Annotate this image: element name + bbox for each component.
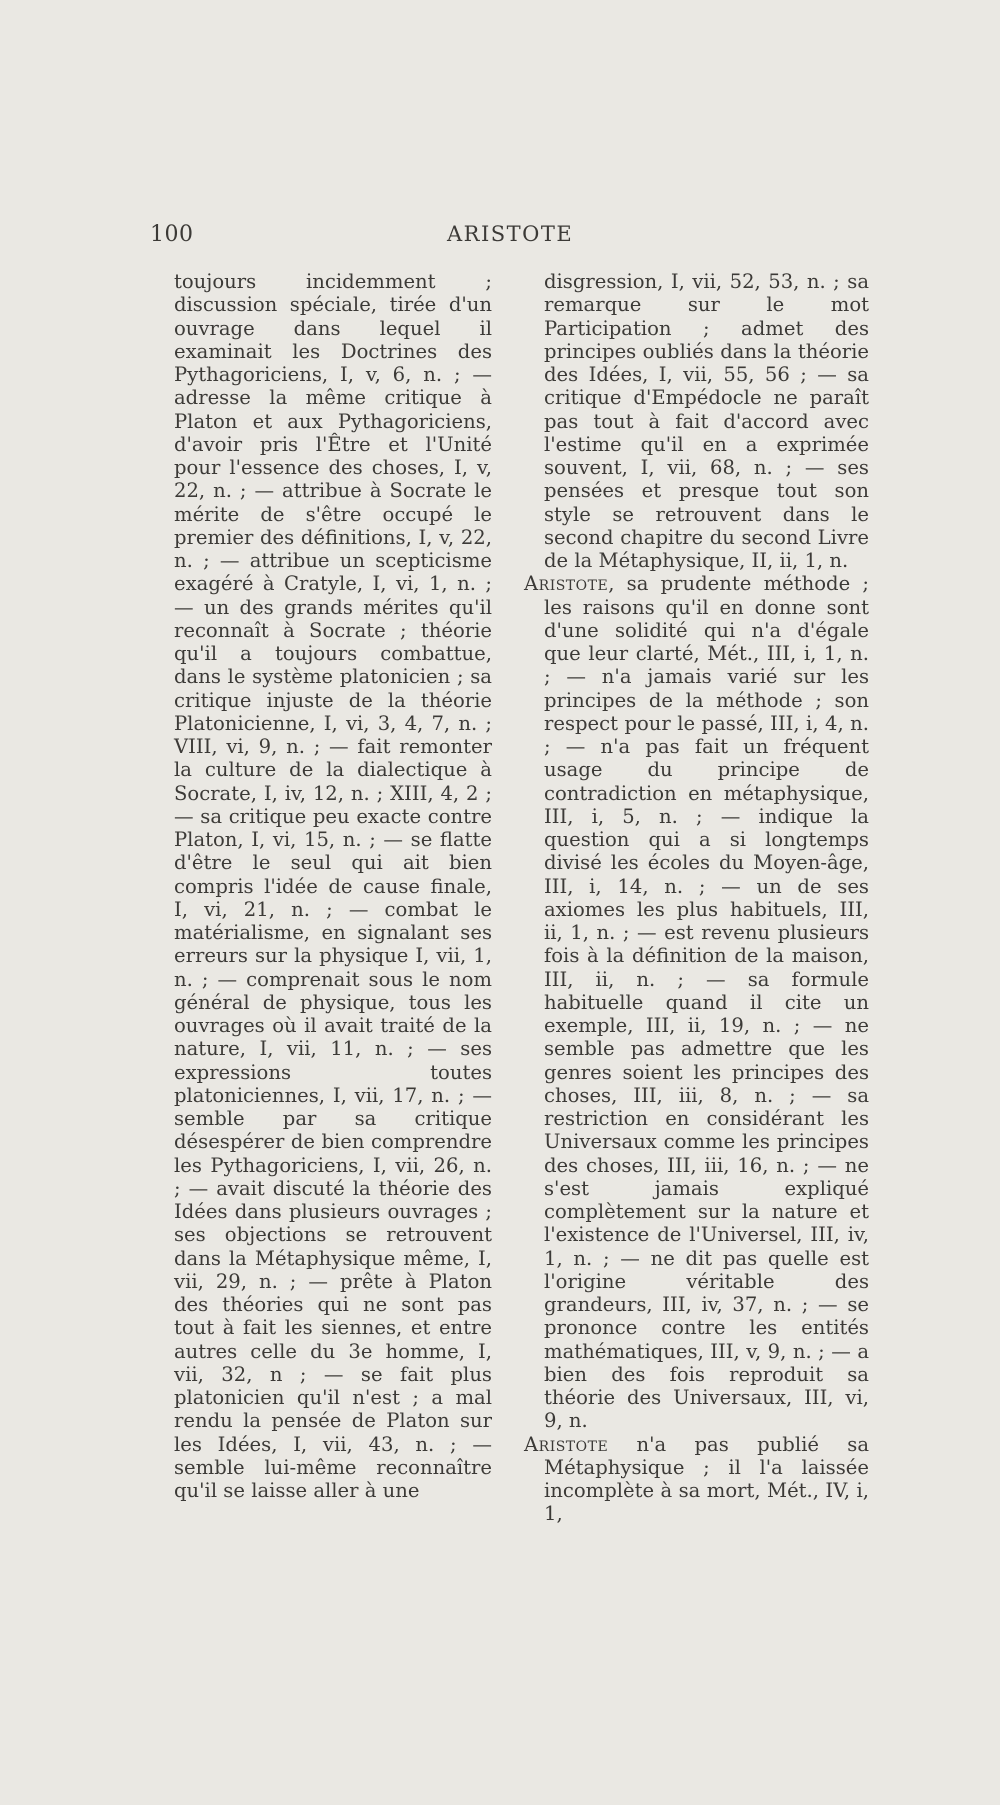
- page-number: 100: [150, 222, 194, 247]
- index-entry: [524, 572, 869, 1432]
- right-column: [524, 270, 869, 1526]
- page-header: [0, 222, 1000, 256]
- left-column: [174, 270, 492, 1502]
- index-entry-continuation: disgression, I, vii, 52, 53, n. ; sa remarque sur le mot Participation ; admet des principes oubliés dans la théorie des Idées, I, vii, 55, 56 ; — sa critique d'Empédocle ne paraît pas tout à fait d'accord avec l'estime qu'il en a exprimée souvent, I, vii, 68, n. ; — ses pensées et presque tout son style se retrouvent dans le second chapitre du second Livre de la Métaphysique, II, ii, 1, n.: [544, 270, 869, 572]
- entry-headword: Aristote: [524, 1432, 609, 1456]
- running-title: ARISTOTE: [447, 222, 574, 246]
- index-entry-continuation: toujours incidemment ; discussion spéciale, tirée d'un ouvrage dans lequel il examinait les Doctrines des Pythagoriciens, I, v, 6, n. ; — adresse la même critique à Platon et aux Pythagoriciens, d'avoir pris l'Être et l'Unité pour l'essence des choses, I, v, 22, n. ; — attribue à Socrate le mérite de s'être occupé le premier des définitions, I, v, 22, n. ; — attribue un scepticisme exagéré à Cratyle, I, vi, 1, n. ; — un des grands mérites qu'il reconnaît à Socrate ; théorie qu'il a toujours combattue, dans le système platonicien ; sa critique injuste de la théorie Platonicienne, I, vi, 3, 4, 7, n. ; VIII, vi, 9, n. ; — fait remonter la culture de la dialectique à Socrate, I, iv, 12, n. ; XIII, 4, 2 ; — sa critique peu exacte contre Platon, I, vi, 15, n. ; — se flatte d'être le seul qui ait bien compris l'idée de cause finale, I, vi, 21, n. ; — combat le matérialisme, en signalant ses erreurs sur la physique I, vii, 1, n. ; — comprenait sous le nom général de physique, tous les ouvrages où il avait traité de la nature, I, vii, 11, n. ; — ses expressions toutes platoniciennes, I, vii, 17, n. ; — semble par sa critique désespérer de bien comprendre les Pythagoriciens, I, vii, 26, n. ; — avait discuté la théorie des Idées dans plusieurs ouvrages ; ses objections se retrouvent dans la Métaphysique même, I, vii, 29, n. ; — prête à Platon des théories qui ne sont pas tout à fait les siennes, et entre autres celle du 3e homme, I, vii, 32, n ; — se fait plus platonicien qu'il n'est ; a mal rendu la pensée de Platon sur les Idées, I, vii, 43, n. ; — semble lui-même reconnaître qu'il se laisse aller à une: [174, 270, 492, 1502]
- index-entry: [524, 1433, 869, 1526]
- entry-text: , sa prudente méthode ; les raisons qu'il en donne sont d'une solidité qui n'a d'égale que leur clarté, Mét., III, i, 1, n. ; — n'a jamais varié sur les principes de la méthode ; son respect pour le passé, III, i, 4, n. ; — n'a pas fait un fréquent usage du principe de contradiction en métaphysique, III, i, 5, n. ; — indique la question qui a si longtemps divisé les écoles du Moyen-âge, III, i, 14, n. ; — un de ses axiomes les plus habituels, III, ii, 1, n. ; — est revenu plusieurs fois à la définition de la maison, III, ii, n. ; — sa formule habituelle quand il cite un exemple, III, ii, 19, n. ; — ne semble pas admettre que les genres soient les principes des choses, III, iii, 8, n. ; — sa restriction en considérant les Universaux comme les principes des choses, III, iii, 16, n. ; — ne s'est jamais expliqué complètement sur la nature et l'existence de l'Universel, III, iv, 1, n. ; — ne dit pas quelle est l'origine véritable des grandeurs, III, iv, 37, n. ; — se prononce contre les entités mathématiques, III, v, 9, n. ; — a bien des fois reproduit sa théorie des Universaux, III, vi, 9, n.: [544, 572, 869, 1433]
- entry-headword: Aristote: [524, 572, 609, 596]
- entry-text: n'a pas publié sa Métaphysique ; il l'a laissée incomplète à sa mort, Mét., IV, i, 1,: [544, 1432, 869, 1526]
